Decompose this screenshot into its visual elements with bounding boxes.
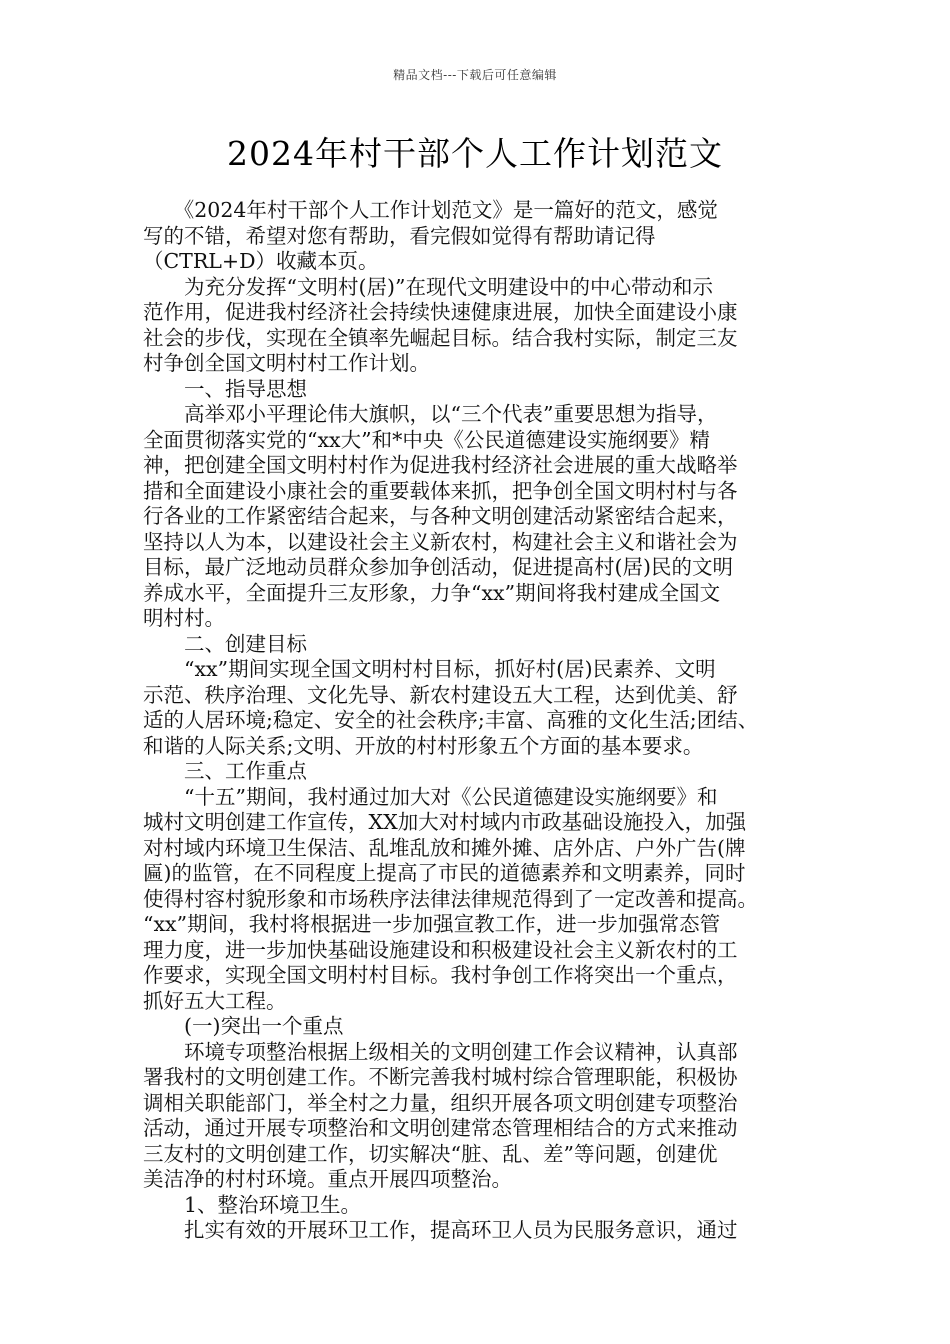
text-line: 村争创全国文明村村工作计划。 <box>143 351 430 375</box>
text-line: 明村村。 <box>143 606 225 630</box>
text-line: 理力度，进一步加快基础设施建设和积极建设社会主义新农村的工 <box>143 937 738 962</box>
text-line: 神，把创建全国文明村村作为促进我村经济社会进展的重大战略举 <box>143 453 738 477</box>
text-line: 抓好五大工程。 <box>143 988 287 1013</box>
text-line: 行各业的工作紧密结合起来，与各种文明创建活动紧密结合起来， <box>143 504 738 528</box>
text-line: 匾)的监管，在不同程度上提高了市民的道德素养和文明素养，同时 <box>143 861 746 885</box>
text-line: “xx”期间，我村将根据进一步加强宣教工作，进一步加强常态管 <box>143 912 721 936</box>
text-line: “十五”期间，我村通过加大对《公民道德建设实施纲要》和 <box>143 784 718 809</box>
paragraph <box>143 1040 807 1193</box>
text-line: 使得村容村貌形象和市场秩序法律法律规范得到了一定改善和提高。 <box>143 886 758 911</box>
text-line: “xx”期间实现全国文明村村目标，抓好村(居)民素养、文明 <box>143 657 716 681</box>
text-line: 作要求，实现全国文明村村目标。我村争创工作将突出一个重点， <box>143 963 738 987</box>
paragraph <box>143 275 807 377</box>
paragraph <box>143 377 807 403</box>
paragraph <box>143 1193 807 1219</box>
paragraph <box>143 1218 807 1244</box>
page-header: 精品文档---下载后可任意编辑 <box>393 68 557 82</box>
text-line: 写的不错，希望对您有帮助，看完假如觉得有帮助请记得 <box>143 223 656 248</box>
paragraph <box>143 785 807 1015</box>
text-line: 活动，通过开展专项整治和文明创建常态管理相结合的方式来推动 <box>143 1116 738 1140</box>
text-line: 社会的步伐，实现在全镇率先崛起目标。结合我村实际，制定三友 <box>143 325 738 350</box>
paragraph <box>143 198 807 275</box>
text-line: 高举邓小平理论伟大旗帜，以“三个代表”重要思想为指导， <box>143 402 718 426</box>
text-line: 美洁净的村村环境。重点开展四项整治。 <box>143 1167 512 1191</box>
text-line: 城村文明创建工作宣传，XX加大对村域内市政基础设施投入，加强 <box>143 810 747 834</box>
text-line: 一、指导思想 <box>143 376 307 401</box>
text-line: 适的人居环境;稳定、安全的社会秩序;丰富、高雅的文化生活;团结、 <box>143 708 759 732</box>
text-line: 范作用，促进我村经济社会持续快速健康进展，加快全面建设小康 <box>143 300 738 324</box>
text-line: 措和全面建设小康社会的重要载体来抓，把争创全国文明村村与各 <box>143 478 738 503</box>
paragraph <box>143 1014 807 1040</box>
text-line: 二、创建目标 <box>143 631 307 656</box>
text-line: 对村域内环境卫生保洁、乱堆乱放和摊外摊、店外店、户外广告(牌 <box>143 835 746 860</box>
text-line: 为充分发挥“文明村(居)”在现代文明建设中的中心带动和示 <box>143 274 713 299</box>
text-line: （CTRL+D）收藏本页。 <box>143 249 379 273</box>
text-line: 目标，最广泛地动员群众参加争创活动，促进提高村(居)民的文明 <box>143 555 733 579</box>
paragraph <box>143 632 807 658</box>
paragraph <box>143 759 807 785</box>
text-line: 三友村的文明创建工作，切实解决“脏、乱、差”等问题，创建优 <box>143 1141 718 1166</box>
text-line: 扎实有效的开展环卫工作，提高环卫人员为民服务意识，通过 <box>143 1218 738 1242</box>
text-line: 坚持以人为本，以建设社会主义新农村，构建社会主义和谐社会为 <box>143 529 738 554</box>
document-body <box>143 198 807 1244</box>
document-title: 2024年村干部个人工作计划范文 <box>227 134 723 173</box>
text-line: 1、整治环境卫生。 <box>143 1192 362 1217</box>
text-line: 三、工作重点 <box>143 759 307 783</box>
text-line: 示范、秩序治理、文化先导、新农村建设五大工程，达到优美、舒 <box>143 682 738 707</box>
text-line: 养成水平，全面提升三友形象，力争“xx”期间将我村建成全国文 <box>143 580 721 605</box>
text-line: (一)突出一个重点 <box>143 1014 344 1038</box>
text-line: 署我村的文明创建工作。不断完善我村城村综合管理职能，积极协 <box>143 1065 738 1089</box>
paragraph <box>143 657 807 759</box>
text-line: 环境专项整治根据上级相关的文明创建工作会议精神，认真部 <box>143 1039 738 1064</box>
text-line: 和谐的人际关系;文明、开放的村村形象五个方面的基本要求。 <box>143 733 704 758</box>
text-line: 调相关职能部门，举全村之力量，组织开展各项文明创建专项整治 <box>143 1090 738 1115</box>
paragraph <box>143 402 807 632</box>
text-line: 全面贯彻落实党的“xx大”和*中央《公民道德建设实施纲要》精 <box>143 427 710 452</box>
text-line: 《2024年村干部个人工作计划范文》是一篇好的范文，感觉 <box>143 198 718 222</box>
